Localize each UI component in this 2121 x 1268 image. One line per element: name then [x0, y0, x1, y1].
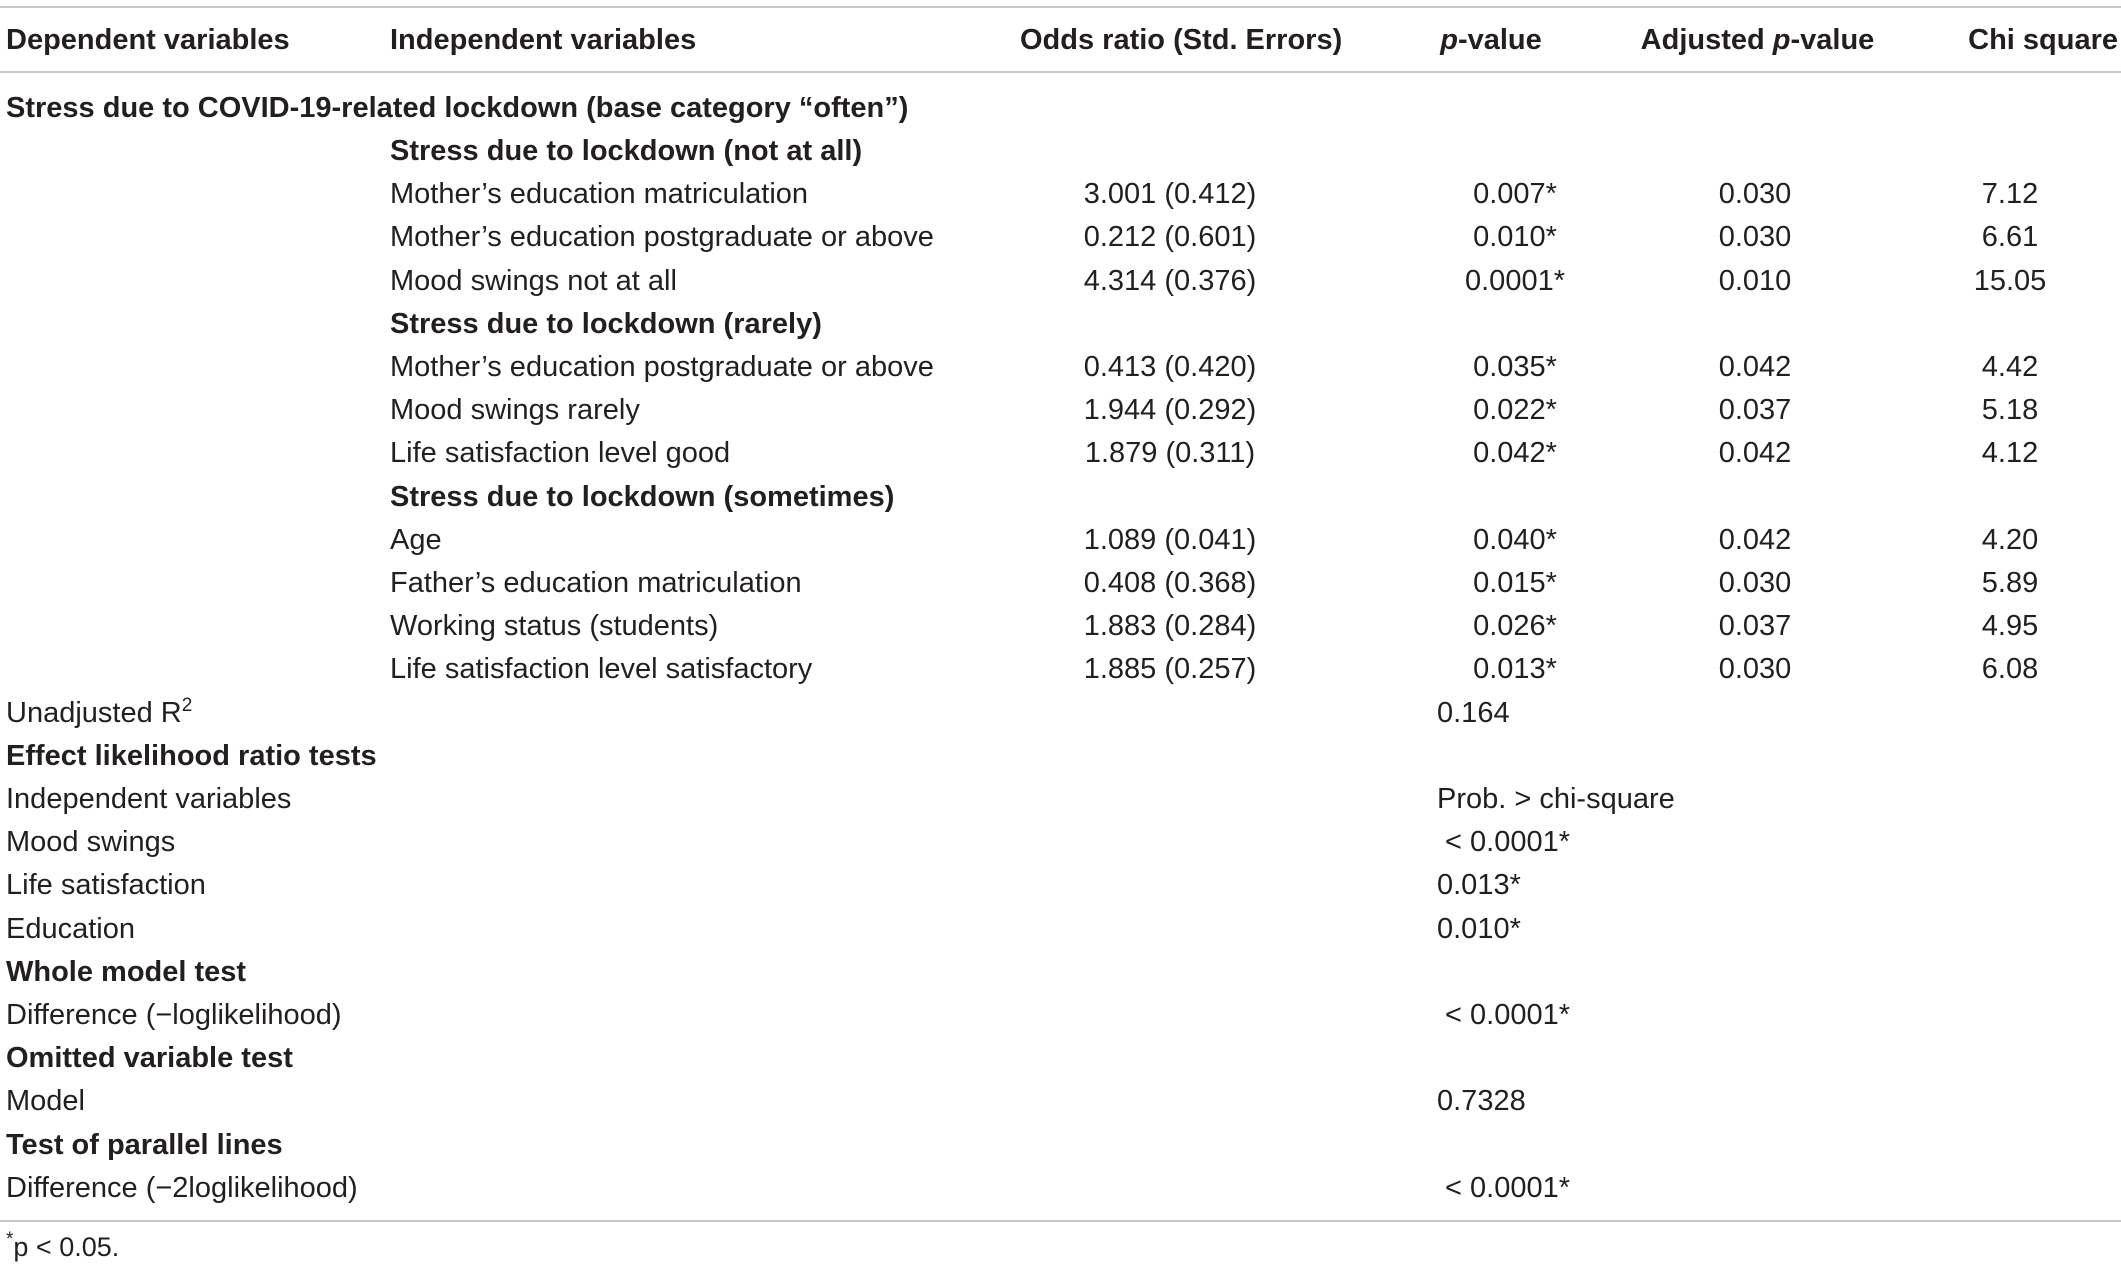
p-value: 0.013* — [1473, 653, 1557, 686]
test-label: Life satisfaction — [6, 869, 206, 902]
chi-square-value: 4.95 — [1981, 610, 2039, 643]
header-chi-square: Chi square — [1968, 24, 2118, 56]
adjusted-p-value: 0.030 — [1718, 178, 1792, 211]
independent-variable: Age — [390, 523, 442, 556]
independent-variable: Mood swings not at all — [390, 264, 677, 297]
test-label: Mood swings — [6, 826, 176, 859]
independent-variable: Working status (students) — [390, 610, 719, 643]
test-value: < 0.0001* — [1437, 826, 1571, 859]
test-value: Prob. > chi-square — [1437, 783, 1675, 815]
p-value: 0.040* — [1473, 523, 1557, 556]
header-p-suffix: -value — [1457, 24, 1542, 56]
adjusted-p-value: 0.030 — [1718, 653, 1792, 686]
top-rule — [0, 6, 2121, 8]
odds-ratio-value: 3.001 (0.412) — [1083, 178, 1257, 211]
chi-square-value: 5.89 — [1981, 567, 2039, 599]
header-independent: Independent variables — [390, 24, 697, 56]
p-value: 0.042* — [1473, 437, 1557, 470]
independent-variable: Father’s education matriculation — [390, 567, 802, 599]
header-adj-prefix: Adjusted — [1640, 24, 1773, 56]
chi-square-value: 7.12 — [1981, 178, 2039, 211]
odds-ratio-value: 0.212 (0.601) — [1083, 221, 1257, 254]
test-heading: Omitted variable test — [6, 1042, 293, 1075]
r2-label-text: Unadjusted R — [6, 696, 182, 729]
adjusted-p-value: 0.042 — [1718, 351, 1792, 383]
p-value: 0.035* — [1473, 351, 1557, 383]
r2-superscript: 2 — [181, 694, 193, 716]
adjusted-p-value: 0.030 — [1718, 567, 1792, 599]
independent-variable: Life satisfaction level good — [390, 437, 731, 470]
p-value: 0.0001* — [1465, 264, 1565, 297]
adjusted-p-value: 0.010 — [1718, 264, 1792, 297]
independent-variable: Mood swings rarely — [390, 394, 640, 427]
odds-ratio-value: 0.413 (0.420) — [1083, 351, 1257, 383]
chi-square-value: 15.05 — [1973, 264, 2047, 297]
odds-ratio-value: 1.885 (0.257) — [1083, 653, 1257, 686]
p-value: 0.022* — [1473, 394, 1557, 427]
p-value: 0.015* — [1473, 567, 1557, 599]
odds-ratio-value: 0.408 (0.368) — [1083, 567, 1257, 599]
r2-label — [6, 694, 193, 730]
chi-square-value: 4.12 — [1981, 437, 2039, 470]
p-value: 0.007* — [1473, 178, 1557, 211]
independent-variable: Mother’s education postgraduate or above — [390, 221, 934, 254]
test-value: 0.010* — [1437, 912, 1521, 945]
r2-value: 0.164 — [1437, 696, 1510, 729]
chi-square-value: 6.61 — [1981, 221, 2039, 254]
header-dependent: Dependent variables — [6, 24, 290, 56]
independent-variable: Mother’s education matriculation — [390, 178, 809, 211]
group-title: Stress due to lockdown (rarely) — [390, 307, 822, 340]
odds-ratio-value: 4.314 (0.376) — [1083, 264, 1257, 297]
chi-square-value: 6.08 — [1981, 653, 2039, 686]
adjusted-p-value: 0.037 — [1718, 610, 1792, 643]
test-heading: Test of parallel lines — [6, 1128, 283, 1161]
test-value: 0.013* — [1437, 869, 1521, 902]
test-value: 0.7328 — [1437, 1085, 1526, 1118]
adjusted-p-value: 0.042 — [1718, 523, 1792, 556]
adjusted-p-value: 0.037 — [1718, 394, 1792, 427]
header-p-italic: p — [1440, 24, 1458, 56]
footnote-mark: * — [6, 1229, 14, 1250]
independent-variable: Life satisfaction level satisfactory — [390, 653, 813, 686]
header-odds-ratio: Odds ratio (Std. Errors) — [1020, 24, 1343, 56]
test-value: < 0.0001* — [1437, 1171, 1571, 1204]
odds-ratio-value: 1.089 (0.041) — [1083, 523, 1257, 556]
chi-square-value: 4.42 — [1981, 351, 2039, 383]
header-p-value — [1410, 24, 1572, 57]
odds-ratio-value: 1.879 (0.311) — [1084, 437, 1256, 470]
footnote — [6, 1229, 120, 1263]
header-adj-suffix: -value — [1790, 24, 1875, 56]
header-adj-italic: p — [1772, 24, 1791, 56]
test-label: Independent variables — [6, 783, 292, 815]
test-label: Difference (−2loglikelihood) — [6, 1171, 358, 1204]
chi-square-value: 4.20 — [1981, 523, 2039, 556]
independent-variable: Mother’s education postgraduate or above — [390, 351, 934, 383]
test-heading: Whole model test — [6, 955, 247, 988]
group-title: Stress due to lockdown (sometimes) — [390, 480, 895, 513]
test-label: Model — [6, 1085, 85, 1118]
p-value: 0.026* — [1473, 610, 1557, 643]
p-value: 0.010* — [1473, 221, 1557, 254]
test-label: Education — [6, 912, 135, 945]
test-heading: Effect likelihood ratio tests — [6, 739, 377, 772]
adjusted-p-value: 0.042 — [1718, 437, 1792, 470]
odds-ratio-value: 1.944 (0.292) — [1083, 394, 1257, 427]
header-rule — [0, 71, 2121, 73]
odds-ratio-value: 1.883 (0.284) — [1083, 610, 1257, 643]
chi-square-value: 5.18 — [1981, 394, 2039, 427]
header-adjusted-p-value — [1620, 24, 1895, 57]
test-value: < 0.0001* — [1437, 999, 1571, 1031]
test-label: Difference (−loglikelihood) — [6, 999, 342, 1031]
bottom-rule — [0, 1220, 2121, 1222]
footnote-text: p < 0.05. — [13, 1232, 120, 1262]
section-title: Stress due to COVID-19-related lockdown (base category “often”) — [6, 92, 909, 124]
adjusted-p-value: 0.030 — [1718, 221, 1792, 254]
group-title: Stress due to lockdown (not at all) — [390, 135, 863, 167]
